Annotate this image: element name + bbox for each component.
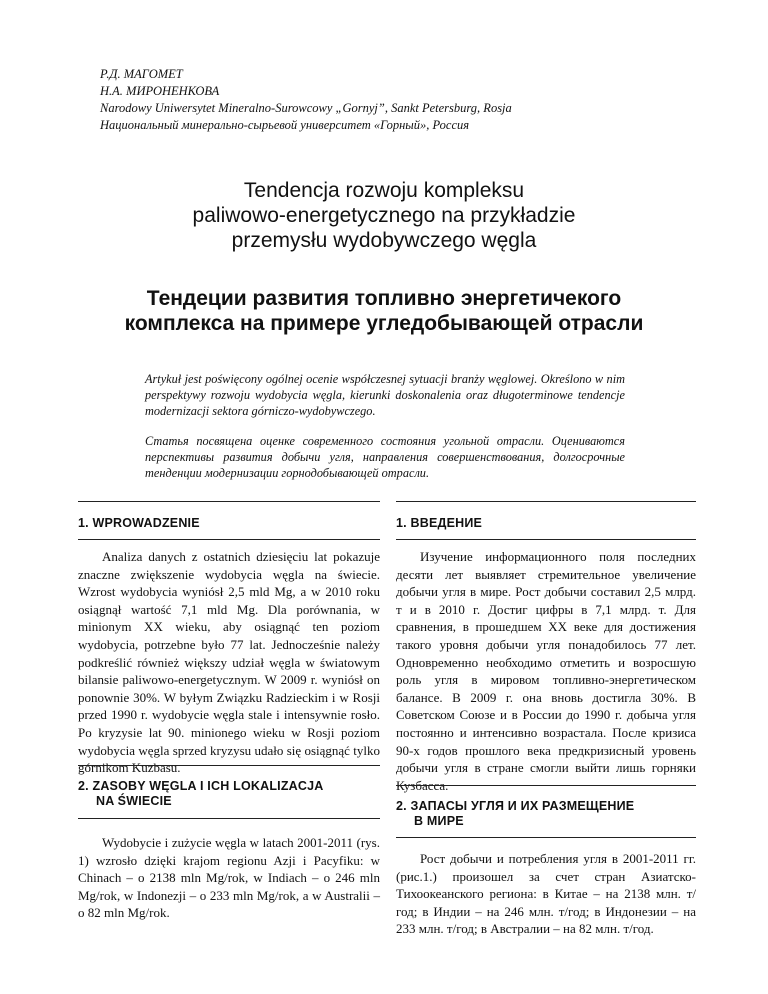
section-1-pl-heading: 1. WPROWADZENIE xyxy=(78,516,200,530)
author-1: Р.Д. МАГОМЕТ xyxy=(100,67,183,81)
section-2-ru-heading xyxy=(396,799,634,829)
title-russian xyxy=(84,286,684,336)
section-2-pl-heading-line-1: 2. ZASOBY WĘGLA I ICH LOKALIZACJA xyxy=(78,779,324,793)
title-ru-line-1: Тендеции развития топливно энергетичекого xyxy=(146,287,622,310)
title-pl-line-1: Tendencja rozwoju kompleksu xyxy=(243,179,525,202)
affiliation-pl: Narodowy Uniwersytet Mineralno-Surowcowy „Gornyj”, Sankt Petersburg, Rosja xyxy=(100,101,512,115)
section-1-pl-text: Analiza danych z ostatnich dziesięciu lat pokazuje znaczne zwiększenie wydobycia węgla na świecie. Wzrost wydobycia wyniósł 2,5 mld Mg, a w 2010 roku osiągnął wartość 7,1 mld Mg. Dla porównania, w minionym XX wieku, aby osiągnąć ten poziom wydobycia, potrzebne było 77 lat. Jednocześnie należy podkreślić również większy udział węgla w światowym bilansie paliwowo-energetycznym. W 2009 r. wyniósł on ponownie 30%. W byłym Związku Radzieckim i w Rosji przed 1990 r. wydobycie węgla stale i intensywnie rosło. Po kryzysie lat 90. minionego wieku w Rosji poziom wydobycia węgla sprzed kryzysu udało się osiągnąć tylko górnikom Kuzbasu. xyxy=(78,549,380,776)
section-1-ru-text: Изучение информационного поля последних десяти лет выявляет стремительное увеличение добычи угля в мире. Рост добычи составил 2,5 млрд. т и в 2010 г. Достиг цифры в 7,1 млрд. т. Для сравнения, в прошедшем XX веке для достижения такого уровня добычи угля понадобилось 77 лет. Одновременно необходимо отметить и возросшую роль угля в мировом топливно-энергетическом балансе. В 2009 г. она вновь достигла 30%. В Советском Союзе и в России до 1990 г. добыча угля постоянно и интенсивно возрастала. После кризиса 90-х годов прошлого века предкризисный уровень добычи угля в стране смогли выйти лишь горняки Кузбасса. xyxy=(396,549,696,793)
abstract-russian: Статья посвящена оценке современного состояния угольной отрасли. Оцениваются перспективы развития добычи угля, направления совершенствования, долгосрочные тенденции модернизации горнодобывающей отрасли. xyxy=(145,434,625,480)
section-1-ru-top-rule xyxy=(396,501,696,502)
section-2-ru-text: Рост добычи и потребления угля в 2001-2011 гг. (рис.1.) произошел за счет стран Азиатско-Тихоокеанского региона: в Китае – на 2138 млн. т/год; в Индии – на 246 млн. т/год; в Индонезии – на 233 млн. т/год; в Австралии – на 82 млн. т/год. xyxy=(396,851,696,937)
title-pl-line-2: paliwowo-energetycznego na przykładzie xyxy=(192,204,576,227)
affiliation-ru: Национальный минерально-сырьевой университет «Горный», Россия xyxy=(100,118,470,132)
section-2-pl-heading-line-2: NA ŚWIECIE xyxy=(96,794,172,808)
section-1-ru-heading: 1. ВВЕДЕНИЕ xyxy=(396,516,483,530)
section-2-ru-heading-line-2: В МИРЕ xyxy=(414,814,464,828)
title-ru-line-2: комплекса на примере угледобывающей отрасли xyxy=(124,312,644,335)
section-2-pl-heading xyxy=(78,779,324,809)
section-2-pl-top-rule xyxy=(78,765,380,766)
section-2-ru-bottom-rule xyxy=(396,837,696,838)
section-2-pl-text: Wydobycie i zużycie węgla w latach 2001-2011 (rys. 1) wzrosło dzięki krajom regionu Azji i Pacyfiku: w Chinach – o 2138 mln Mg/rok, w Indiach – o 246 mln Mg/rok, w Indonezji – o 233 mln Mg/rok, a w Australii – o 82 mln Mg/rok. xyxy=(78,835,380,921)
section-2-ru-top-rule xyxy=(396,785,696,786)
author-block xyxy=(100,66,700,134)
title-pl-line-3: przemysłu wydobywczego węgla xyxy=(231,229,537,252)
abstract-polish: Artykuł jest poświęcony ogólnej ocenie współczesnej sytuacji branży węglowej. Określono w nim perspektywy rozwoju wydobycia węgla, kierunki doskonalenia oraz długoterminowe tendencje modernizacji sektora górniczo-wydobywczego. xyxy=(145,372,625,418)
section-1-ru-bottom-rule xyxy=(396,539,696,540)
title-polish xyxy=(84,178,684,253)
section-2-pl-bottom-rule xyxy=(78,818,380,819)
author-2: Н.А. МИРОНЕНКОВА xyxy=(100,84,220,98)
section-1-pl-top-rule xyxy=(78,501,380,502)
section-2-ru-heading-line-1: 2. ЗАПАСЫ УГЛЯ И ИХ РАЗМЕЩЕНИЕ xyxy=(396,799,635,813)
section-1-pl-bottom-rule xyxy=(78,539,380,540)
